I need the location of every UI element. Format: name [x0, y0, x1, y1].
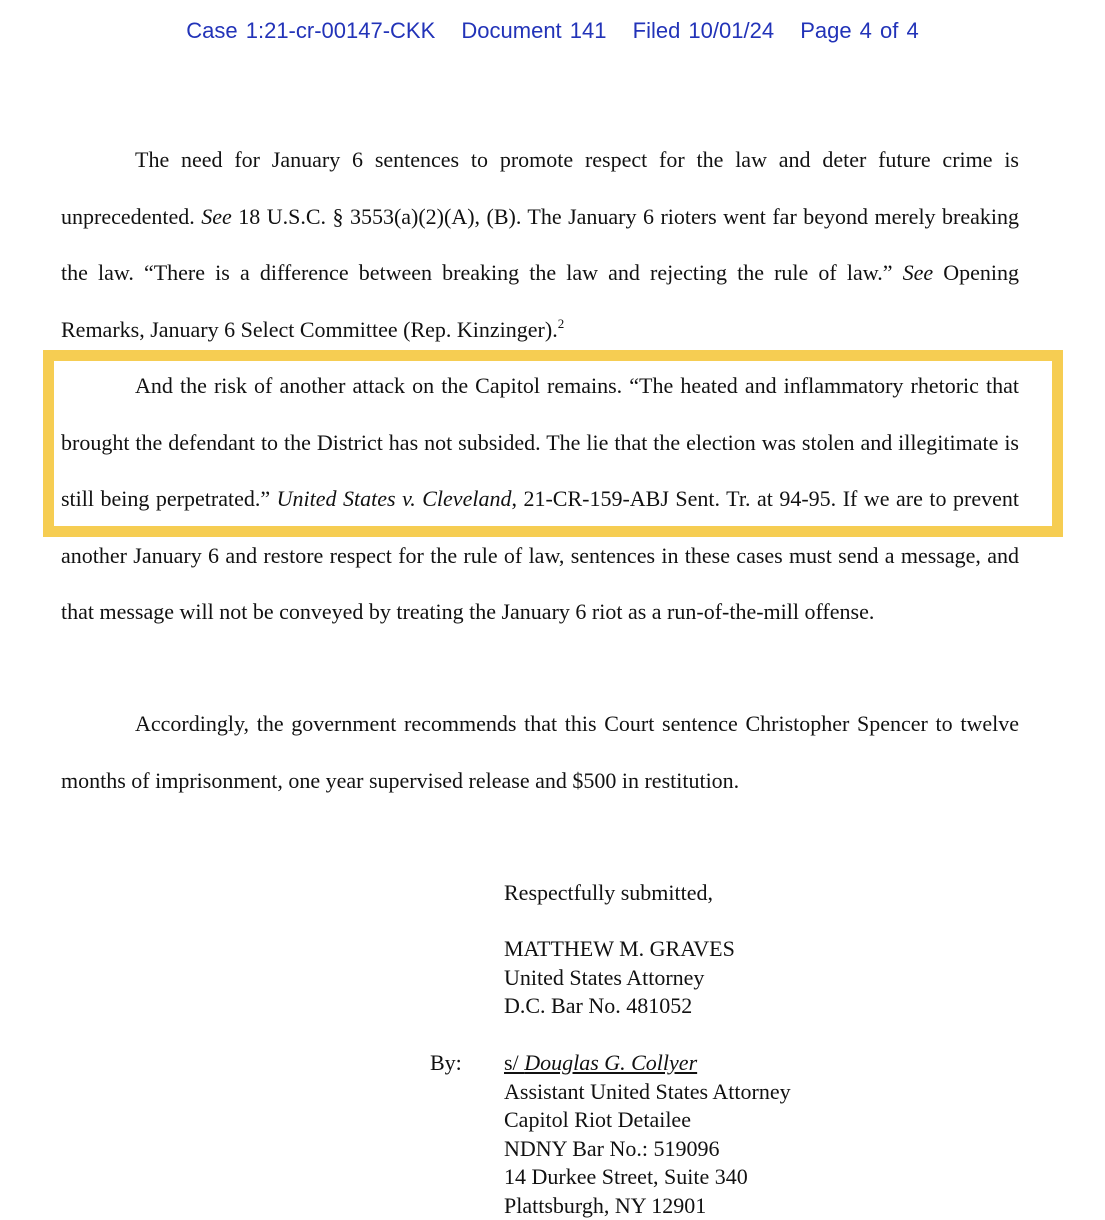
attorney-name: MATTHEW M. GRAVES — [504, 935, 735, 964]
signer-bar-number: NDNY Bar No.: 519096 — [504, 1135, 791, 1164]
footnote-marker[interactable]: 2 — [558, 316, 565, 331]
attorney-block — [504, 935, 735, 1021]
page-header — [0, 18, 1105, 44]
signer-detail: Capitol Riot Detailee — [504, 1106, 791, 1135]
closing-line: Respectfully submitted, — [504, 879, 713, 908]
attorney-title: United States Attorney — [504, 964, 735, 993]
paragraph-text: , 21-CR-159-ABJ Sent. Tr. at 94-95. If we are to prevent another January 6 and restore respect for the rule of law, sentences in these cases must send a message, and that message will not be conveyed by treating the January 6 riot as a run-of-the-mill offense. — [61, 486, 1019, 624]
by-label: By: — [430, 1049, 462, 1078]
signature-line — [504, 1049, 791, 1078]
attorney-bar-number: D.C. Bar No. 481052 — [504, 992, 735, 1021]
document-number: Document 141 — [461, 18, 606, 43]
paragraph-text: Opening Remarks, January 6 Select Committee (Rep. Kinzinger). — [61, 260, 1019, 342]
citation-signal: See — [903, 260, 934, 285]
citation-signal: See — [201, 204, 232, 229]
filed-date: Filed 10/01/24 — [633, 18, 774, 43]
paragraph-recommendation: Accordingly, the government recommends that this Court sentence Christopher Spencer to twelve months of imprisonment, one year supervised release and $500 in restitution. — [61, 696, 1019, 809]
paragraph-text: And the risk of another attack on the Capitol remains. “The heated and inflammatory rhetoric that brought the defendant to the District has not subsided. The lie that the election was stolen and illegitimate is still being perpetrated.” — [61, 373, 1019, 511]
page-indicator: Page 4 of 4 — [800, 18, 919, 43]
case-citation: United States v. Cleveland — [277, 486, 512, 511]
address-line-2: Plattsburgh, NY 12901 — [504, 1192, 791, 1220]
signer-name: Douglas G. Collyer — [524, 1050, 697, 1075]
paragraph-text: 18 U.S.C. § 3553(a)(2)(A), (B). The January 6 rioters went far beyond merely breaking the law. “There is a difference between breaking the law and rejecting the rule of law.” — [61, 204, 1019, 286]
case-number: Case 1:21-cr-00147-CKK — [186, 18, 435, 43]
signer-block — [504, 1049, 791, 1220]
signature-prefix: s/ — [504, 1050, 524, 1075]
paragraph-deterrence — [61, 132, 1019, 358]
paragraph-text: The need for January 6 sentences to promote respect for the law and deter future crime is unprecedented. — [61, 147, 1019, 229]
address-line-1: 14 Durkee Street, Suite 340 — [504, 1163, 791, 1192]
signer-title: Assistant United States Attorney — [504, 1078, 791, 1107]
paragraph-risk — [61, 358, 1019, 641]
